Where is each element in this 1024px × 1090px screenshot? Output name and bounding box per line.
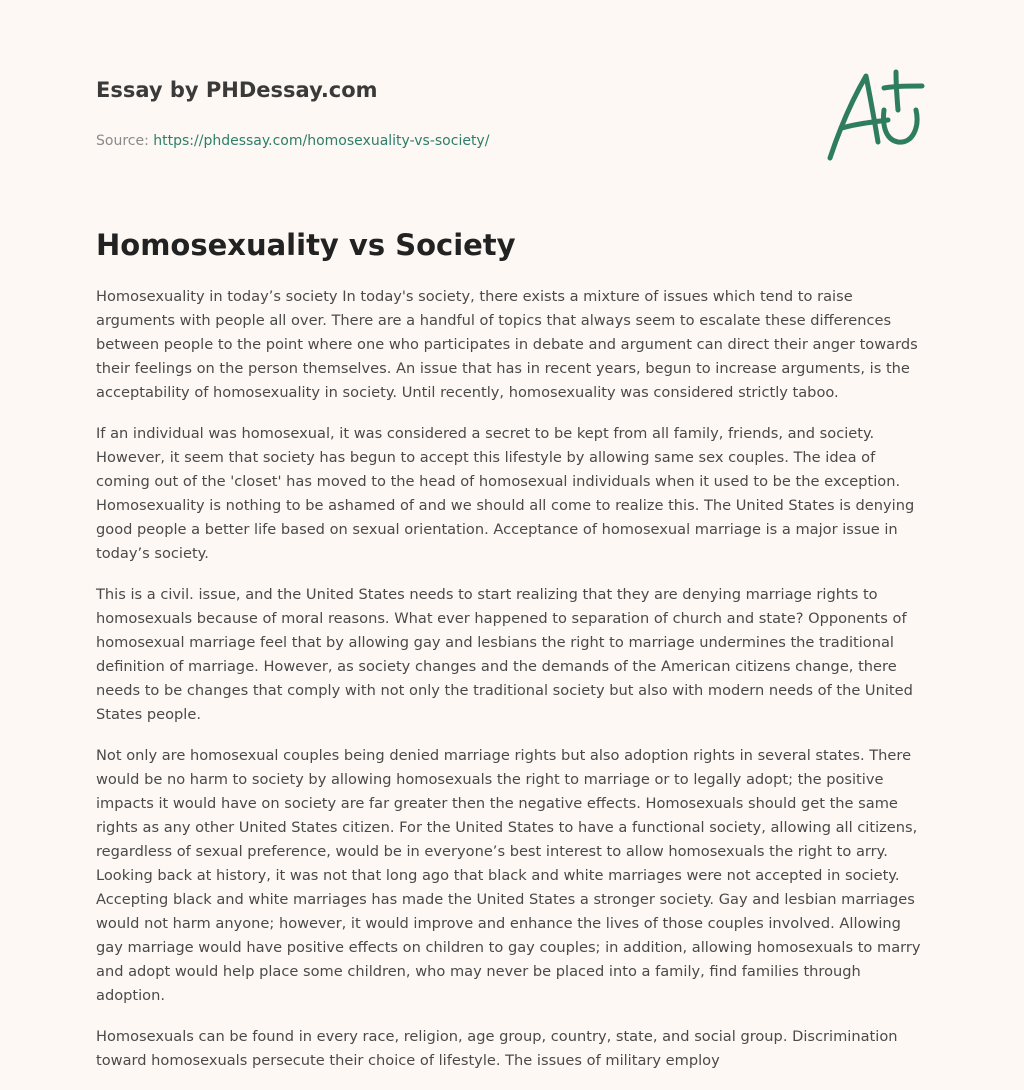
a-plus-grade-icon [822, 66, 928, 166]
essay-body [96, 285, 932, 1090]
essay-paragraph: If an individual was homosexual, it was considered a secret to be kept from all family, friends, and society. However, it seem that society has begun to accept this lifestyle by allowing same sex couples. The idea of coming out of the 'closet' has moved to the head of homosexual individuals when it used to be the exception. Homosexuality is nothing to be ashamed of and we should all come to realize this. The United States is denying good people a better life based on sexual orientation. Acceptance of homosexual marriage is a major issue in today’s society. [96, 425, 915, 562]
source-label: Source: [96, 133, 149, 149]
source-link[interactable]: https://phdessay.com/homosexuality-vs-society/ [153, 133, 490, 149]
essay-paragraph: Homosexuals can be found in every race, religion, age group, country, state, and social group. Discrimination toward homosexuals persecute their choice of lifestyle. The issues of military employ [96, 1028, 898, 1069]
essay-paragraph: Homosexuality in today’s society In today's society, there exists a mixture of issues which tend to raise arguments with people all over. There are a handful of topics that always seem to escalate these differences between people to the point where one who participates in debate and argument can direct their anger towards their feelings on the person themselves. An issue that has in recent years, begun to increase arguments, is the acceptability of homosexuality in society. Until recently, homosexuality was considered strictly taboo. [96, 288, 918, 401]
essay-paragraph: This is a civil. issue, and the United States needs to start realizing that they are denying marriage rights to homosexuals because of moral reasons. What ever happened to separation of church and state? Opponents of homosexual marriage feel that by allowing gay and lesbians the right to marriage undermines the traditional definition of marriage. However, as society changes and the demands of the American citizens change, there needs to be changes that comply with not only the traditional society but also with modern needs of the United States people. [96, 586, 913, 723]
essay-paragraph: Not only are homosexual couples being denied marriage rights but also adoption rights in several states. There would be no harm to society by allowing homosexuals the right to marriage or to legally adopt; the positive impacts it would have on society are far greater then the negative effects. Homosexuals should get the same rights as any other United States citizen. For the United States to have a functional society, allowing all citizens, regardless of sexual preference, would be in everyone’s best interest to allow homosexuals the right to arry. Looking back at history, it was not that long ago that black and white marriages were not accepted in society. Accepting black and white marriages has made the United States a stronger society. Gay and lesbian marriages would not harm anyone; however, it would improve and enhance the lives of those couples involved. Allowing gay marriage would have positive effects on children to gay couples; in addition, allowing homosexuals to marry and adopt would help place some children, who may never be placed into a family, find families through adoption. [96, 747, 921, 1004]
site-title: Essay by PHDessay.com [96, 78, 378, 102]
source-line [96, 132, 796, 150]
essay-title: Homosexuality vs Society [96, 228, 516, 262]
page-header [96, 76, 796, 150]
